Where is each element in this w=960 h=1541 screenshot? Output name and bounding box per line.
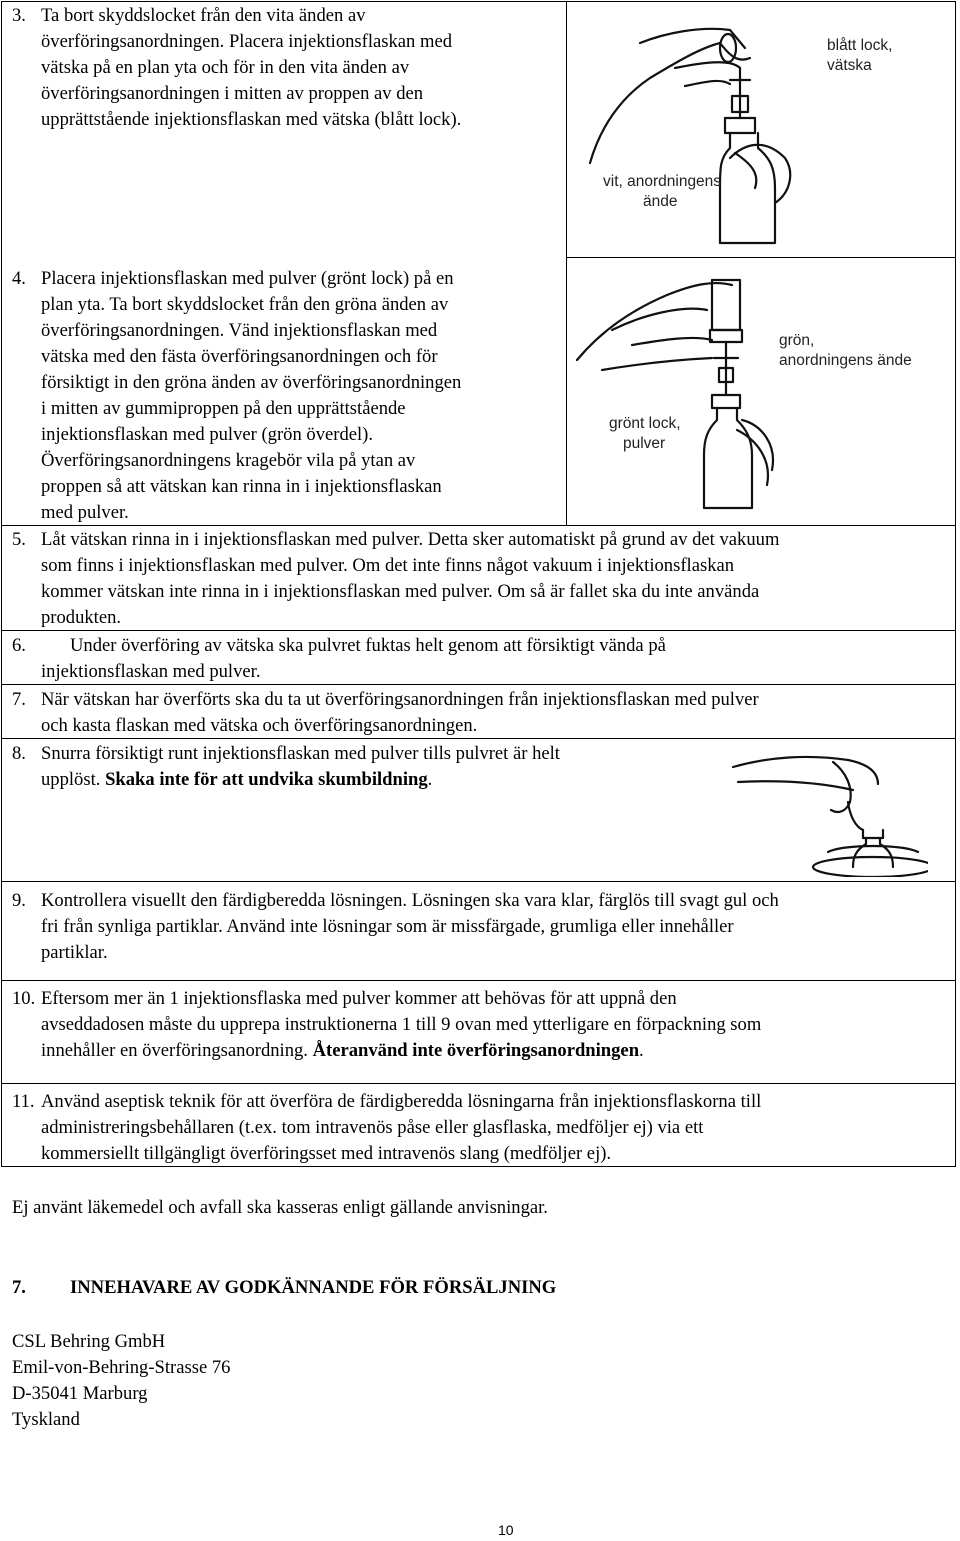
step-number: 4. bbox=[12, 268, 26, 289]
step-number: 11. bbox=[12, 1091, 35, 1112]
step-text-line: i mitten av gummiproppen på den upprättstående bbox=[41, 398, 406, 419]
step-number: 5. bbox=[12, 529, 26, 550]
step-number: 6. bbox=[12, 635, 26, 656]
step-text-line: Ta bort skyddslocket från den vita änden av bbox=[41, 5, 366, 26]
holder-line: Tyskland bbox=[12, 1409, 80, 1430]
step-text-line: Snurra försiktigt runt injektionsflaskan med pulver tills pulvret är helt bbox=[41, 743, 560, 764]
step-text-line: avseddadosen måste du upprepa instruktionerna 1 till 9 ovan med ytterligare en förpackning som bbox=[41, 1014, 762, 1035]
step-text-line: fri från synliga partiklar. Använd inte lösningar som är missfärgade, grumliga eller innehåller bbox=[41, 916, 734, 937]
step-number: 7. bbox=[12, 689, 26, 710]
figure-column-divider bbox=[566, 1, 567, 525]
figure-label: vit, anordningens bbox=[603, 173, 722, 190]
step-number: 8. bbox=[12, 743, 26, 764]
step-text-line: försiktigt in den gröna änden av överföringsanordningen bbox=[41, 372, 462, 393]
holder-line: CSL Behring GmbH bbox=[12, 1331, 166, 1352]
step-number: 10. bbox=[12, 988, 36, 1009]
row-divider bbox=[1, 980, 956, 981]
step-text-line: upprättstående injektionsflaskan med vätska (blått lock). bbox=[41, 109, 462, 130]
step-text-line: partiklar. bbox=[41, 942, 108, 963]
swirling-vial-illustration bbox=[728, 742, 928, 877]
disposal-note: Ej använt läkemedel och avfall ska kasseras enligt gällande anvisningar. bbox=[12, 1197, 548, 1218]
step-text-line: Eftersom mer än 1 injektionsflaska med pulver kommer att behövas för att uppnå den bbox=[41, 988, 677, 1009]
step-text-line: administreringsbehållaren (t.ex. tom intravenös påse eller glasflaska, medföljer ej) via ett bbox=[41, 1117, 704, 1138]
figure-label: grön, bbox=[779, 332, 815, 349]
step-text-line: injektionsflaskan med pulver. bbox=[41, 661, 261, 682]
warning-bold-text: Återanvänd inte överföringsanordningen bbox=[312, 1040, 640, 1061]
step-text-line: injektionsflaskan med pulver (grön överdel). bbox=[41, 424, 374, 445]
step-text-line: Överföringsanordningens kragebör vila på ytan av bbox=[41, 450, 416, 471]
figure-label: anordningens ände bbox=[779, 352, 912, 369]
step-text-line: vätska med den fästa överföringsanordningen och för bbox=[41, 346, 438, 367]
row-divider bbox=[1, 525, 956, 526]
row-divider bbox=[1, 881, 956, 882]
step-text-line: som finns i injektionsflaskan med pulver. Om det inte finns något vakuum i injektionsflaskan bbox=[41, 555, 735, 576]
table-border-left bbox=[1, 1, 2, 1167]
table-border-top bbox=[1, 1, 956, 2]
figure-label: vätska bbox=[827, 57, 872, 74]
section-number: 7. bbox=[12, 1277, 26, 1298]
step-text-line: kommersiellt tillgängligt överföringsset med intravenös slang (medföljer ej). bbox=[41, 1143, 612, 1164]
holder-line: D-35041 Marburg bbox=[12, 1383, 148, 1404]
figure-label: pulver bbox=[623, 435, 666, 452]
step-text-line: proppen så att vätskan kan rinna in i injektionsflaskan bbox=[41, 476, 442, 497]
holder-line: Emil-von-Behring-Strasse 76 bbox=[12, 1357, 231, 1378]
step-text-line: överföringsanordningen. Placera injektionsflaskan med bbox=[41, 31, 453, 52]
step-text-line: plan yta. Ta bort skyddslocket från den gröna änden av bbox=[41, 294, 449, 315]
row-divider bbox=[566, 257, 956, 258]
inverted-vial-transfer-illustration bbox=[572, 270, 782, 515]
step-text-line: överföringsanordningen. Vänd injektionsflaskan med bbox=[41, 320, 438, 341]
figure-label: blått lock, bbox=[827, 37, 893, 54]
step-text-line bbox=[41, 1038, 644, 1064]
table-border-right bbox=[955, 1, 956, 1167]
step-text-line bbox=[41, 767, 432, 793]
warning-bold-text: Skaka inte för att undvika skumbildning bbox=[105, 769, 428, 790]
step-text-line: kommer vätskan inte rinna in i injektionsflaskan med pulver. Om så är fallet ska du inte använda bbox=[41, 581, 760, 602]
step-text-line: Kontrollera visuellt den färdigberedda lösningen. Lösningen ska vara klar, färglös till svagt gul och bbox=[41, 890, 779, 911]
step-text-line: Under överföring av vätska ska pulvret fuktas helt genom att försiktigt vända på bbox=[70, 635, 666, 656]
step-number: 9. bbox=[12, 890, 26, 911]
figure-label: ände bbox=[643, 193, 678, 210]
step-number: 3. bbox=[12, 5, 26, 26]
row-divider bbox=[1, 630, 956, 631]
section-title: INNEHAVARE AV GODKÄNNANDE FÖR FÖRSÄLJNING bbox=[70, 1277, 557, 1298]
step-text-end: . bbox=[427, 769, 433, 790]
step-text-line: överföringsanordningen i mitten av proppen av den bbox=[41, 83, 424, 104]
step-text-line: och kasta flaskan med vätska och överföringsanordningen. bbox=[41, 715, 478, 736]
step-text-plain: innehåller en överföringsanordning. bbox=[41, 1040, 313, 1061]
step-text-line: med pulver. bbox=[41, 502, 129, 523]
step-text-plain: upplöst. bbox=[41, 769, 106, 790]
step-text-line: När vätskan har överförts ska du ta ut överföringsanordningen från injektionsflaskan med pulver bbox=[41, 689, 759, 710]
step-text-line: Placera injektionsflaskan med pulver (grönt lock) på en bbox=[41, 268, 454, 289]
step-text-line: vätska på en plan yta och för in den vita änden av bbox=[41, 57, 410, 78]
step-text-end: . bbox=[639, 1040, 644, 1061]
step-text-line: Låt vätskan rinna in i injektionsflaskan med pulver. Detta sker automatiskt på grund av det vakuum bbox=[41, 529, 780, 550]
step-text-line: produkten. bbox=[41, 607, 122, 628]
hand-inserting-transfer-device-illustration bbox=[580, 8, 810, 253]
step-text-line: Använd aseptisk teknik för att överföra de färdigberedda lösningarna från injektionsflaskorna till bbox=[41, 1091, 762, 1112]
row-divider bbox=[1, 1083, 956, 1084]
page-number: 10 bbox=[498, 1522, 514, 1538]
figure-label: grönt lock, bbox=[609, 415, 681, 432]
